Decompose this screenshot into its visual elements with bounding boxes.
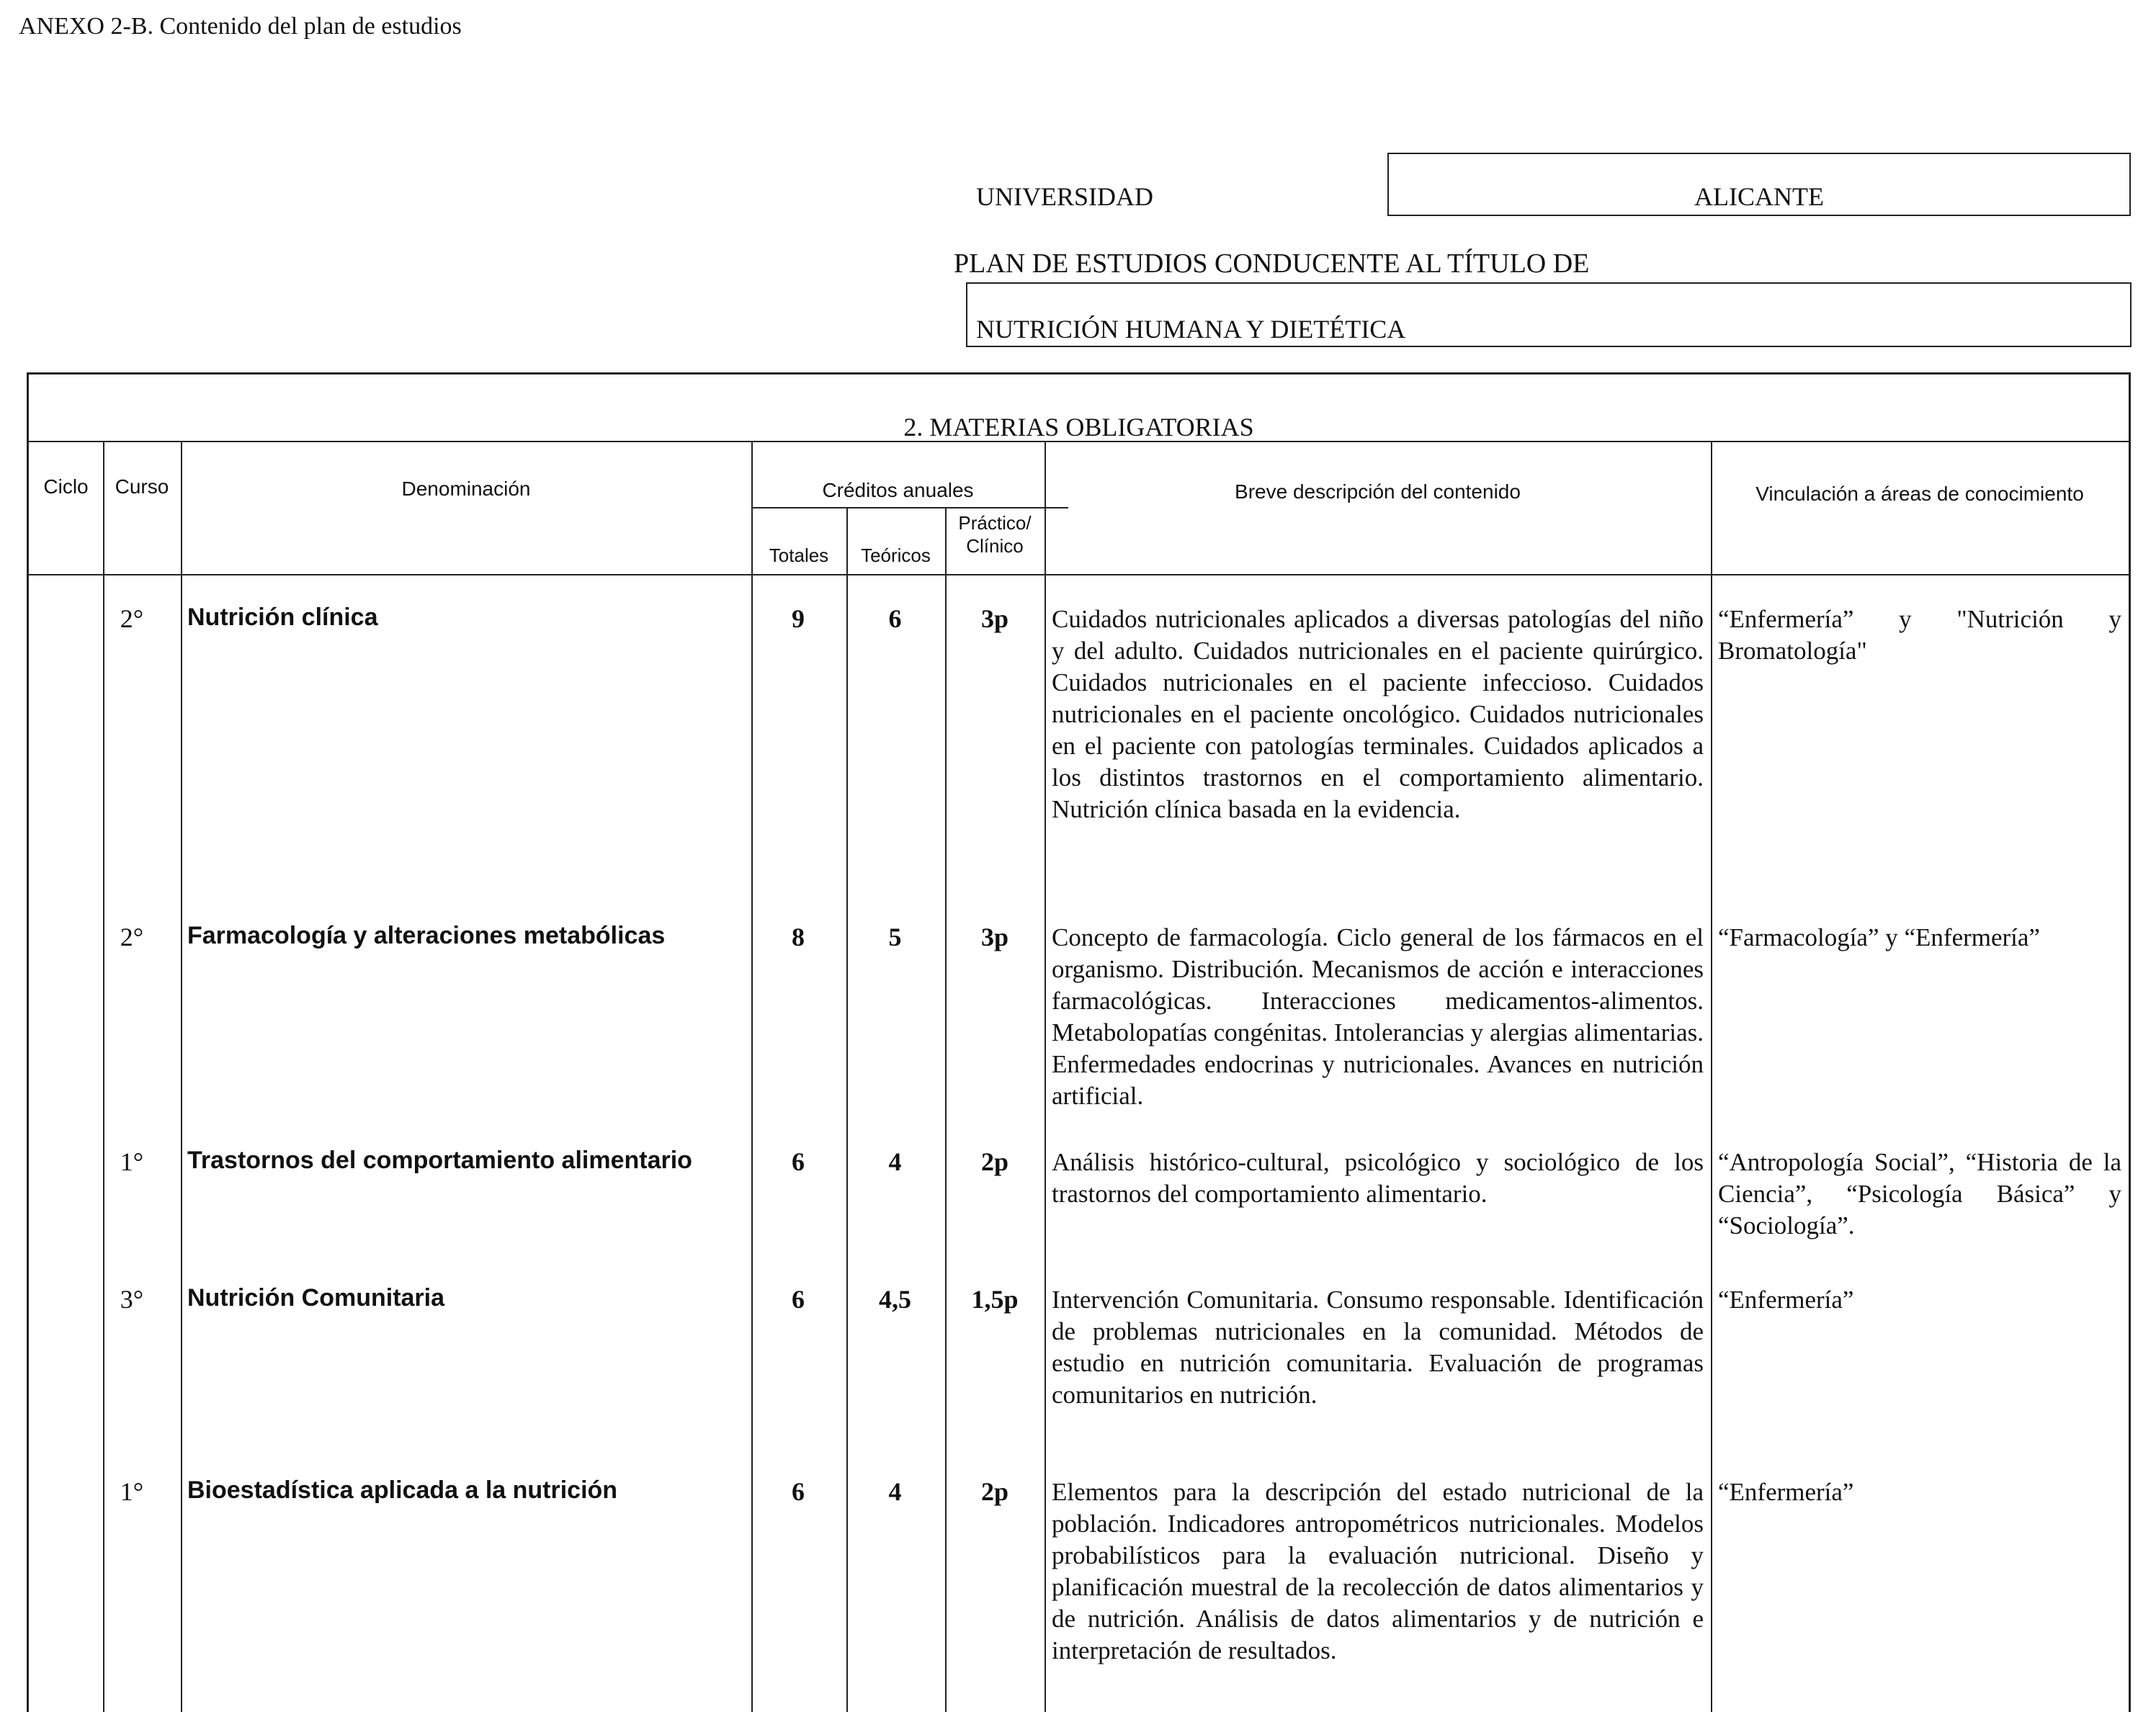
row-denominacion: Nutrición clínica [187, 604, 378, 631]
titulo-box [966, 282, 2132, 347]
row-teoricos: 4 [888, 1147, 902, 1176]
row-vinculacion: “Farmacología” y “Enfermería” [1718, 923, 2040, 951]
header-creditos: Créditos anuales [822, 479, 974, 501]
row-vinculacion: “Enfermería” y "Nutrición y Bromatología" [1718, 605, 2121, 665]
header-curso: Curso [115, 475, 169, 498]
row-practicos: 3p [980, 604, 1009, 633]
universidad-value: ALICANTE [1694, 182, 1824, 211]
row-curso: 2° [120, 923, 144, 951]
row-descripcion: Intervención Comunitaria. Consumo responsable. Identificación de problemas nutricionales en la comunidad. Métodos de estudio en nutrición comunitaria. Evaluación de programas comunitarios en nutrición. [1052, 1286, 1704, 1409]
header-practicos-line2: Clínico [966, 535, 1024, 557]
row-vinculacion: “Enfermería” [1718, 1286, 1854, 1314]
column-divider [1045, 441, 1046, 1712]
row-practicos: 2p [980, 1477, 1009, 1506]
universidad-box [1387, 153, 2131, 216]
header-practicos-line1: Práctico/ [958, 512, 1032, 534]
row-practicos: 1,5p [971, 1285, 1019, 1314]
row-totales: 6 [792, 1477, 805, 1506]
row-teoricos: 4 [888, 1477, 902, 1506]
row-descripcion: Elementos para la descripción del estado nutricional de la población. Indicadores antropométricos nutricionales. Modelos probabilísticos para la evaluación nutricional. Diseño y planificación muestral de la recolección de datos alimentarios y de nutrición. Análisis de datos alimentarios y de nutrición e interpretación de resultados. [1052, 1478, 1704, 1664]
row-totales: 6 [792, 1285, 805, 1314]
table-rule [29, 441, 2129, 442]
row-denominacion: Farmacología y alteraciones metabólicas [187, 922, 666, 949]
header-ciclo: Ciclo [43, 475, 89, 498]
table-rule [29, 574, 2129, 575]
row-teoricos: 4,5 [879, 1285, 911, 1314]
annex-title: ANEXO 2-B. Contenido del plan de estudios [19, 13, 462, 40]
column-divider [945, 507, 947, 1712]
header-vinculacion: Vinculación a áreas de conocimiento [1755, 483, 2084, 505]
row-practicos: 3p [980, 923, 1009, 951]
row-descripcion: Cuidados nutricionales aplicados a diversas patologías del niño y del adulto. Cuidados nutricionales en el paciente quirúrgico. Cuidados nutricionales en el paciente infeccioso. Cuidados nutricionales en el paciente oncológico. Cuidados nutricionales en el paciente con patologías terminales. Cuidados aplicados a los distintos trastornos en el comportamiento alimentario. Nutrición clínica basada en la evidencia. [1052, 605, 1704, 823]
table-rule [751, 507, 1068, 508]
plan-label: PLAN DE ESTUDIOS CONDUCENTE AL TÍTULO DE [954, 248, 1590, 279]
universidad-label: UNIVERSIDAD [976, 182, 1153, 211]
column-divider [181, 441, 182, 1712]
row-curso: 1° [120, 1477, 144, 1506]
row-curso: 1° [120, 1147, 144, 1176]
row-teoricos: 5 [888, 923, 902, 951]
row-descripcion: Concepto de farmacología. Ciclo general de los fármacos en el organismo. Distribución. Mecanismos de acción e interacciones farmacológicas. Interacciones medicamentos-alimentos. Metabolopatías congénitas. Intolerancias y alergias alimentarias. Enfermedades endocrinas y nutricionales. Avances en nutrición artificial. [1052, 923, 1704, 1110]
header-descripcion: Breve descripción del contenido [1235, 480, 1521, 503]
header-practicos [945, 511, 1045, 557]
row-denominacion: Bioestadística aplicada a la nutrición [187, 1476, 618, 1504]
row-curso: 3° [120, 1285, 144, 1314]
row-totales: 9 [792, 604, 805, 633]
row-totales: 8 [792, 923, 805, 951]
row-denominacion: Trastornos del comportamiento alimentario [187, 1147, 692, 1174]
row-vinculacion: “Antropología Social”, “Historia de la Ciencia”, “Psicología Básica” y “Sociología”. [1718, 1148, 2121, 1240]
section-title: 2. MATERIAS OBLIGATORIAS [903, 413, 1254, 442]
row-vinculacion: “Enfermería” [1718, 1478, 1854, 1506]
header-teoricos: Teóricos [861, 544, 931, 566]
row-descripcion: Análisis histórico-cultural, psicológico y sociológico de los trastornos del comportamiento alimentario. [1052, 1148, 1704, 1208]
column-divider [1711, 441, 1712, 1712]
row-totales: 6 [792, 1147, 805, 1176]
row-practicos: 2p [980, 1147, 1009, 1176]
column-divider [846, 507, 848, 1712]
row-denominacion: Nutrición Comunitaria [187, 1284, 445, 1312]
row-teoricos: 6 [888, 604, 902, 633]
row-curso: 2° [120, 604, 144, 633]
materias-table [27, 372, 2131, 1712]
titulo-value: NUTRICIÓN HUMANA Y DIETÉTICA [976, 315, 1406, 344]
header-denominacion: Denominación [401, 478, 531, 500]
header-totales: Totales [769, 544, 829, 566]
